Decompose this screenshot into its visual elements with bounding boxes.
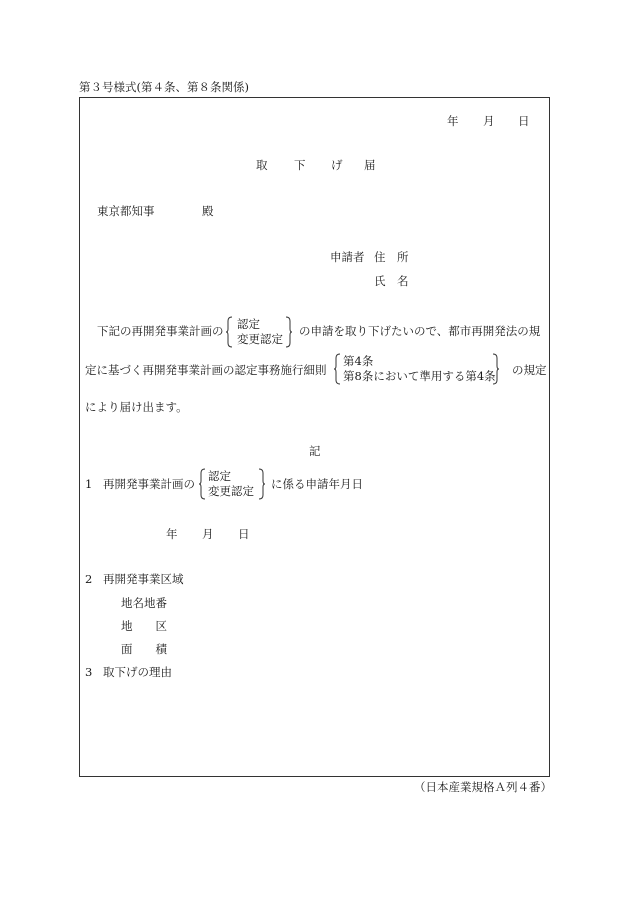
date-year: 年 [447,114,459,128]
item2-number: 2 [85,572,93,586]
brace2-option-1: 第4条 [343,354,374,368]
item1-date-year: 年 [166,527,178,541]
title-char-3: げ [331,158,343,172]
item2-label: 再開発事業区域 [103,572,184,586]
brace2-option-2: 第8条において準用する第4条 [343,369,496,383]
applicant-address-label: 住 所 [374,250,409,264]
item1-number: 1 [85,477,93,491]
date-month: 月 [483,114,495,128]
paper-size-note: （日本産業規格Ａ列４番） [414,780,552,794]
body-brace2 [334,353,504,385]
item1-brace [199,468,269,500]
brace1-option-2: 変更認定 [237,332,283,346]
date-day: 日 [518,114,530,128]
item2-sub-chimei: 地名地番 [121,596,167,610]
item1-date-month: 月 [202,527,214,541]
item3-number: 3 [85,665,93,679]
item1-date-day: 日 [238,527,250,541]
title-char-1: 取 [256,158,268,172]
body-line2-post: の規定 [512,363,547,377]
body-brace1 [226,316,296,348]
addressee-honorific: 殿 [202,204,214,218]
body-line1-pre: 下記の再開発事業計画の [97,324,224,338]
applicant-name-label: 氏 名 [374,274,409,288]
form-number-header: 第３号様式(第４条、第８条関係) [79,80,249,94]
item1-post: に係る申請年月日 [271,477,363,491]
item2-sub-menseki: 面 積 [121,642,167,656]
item2-sub-chiku: 地 区 [121,619,167,633]
item1-pre: 再開発事業計画の [103,477,195,491]
item1-brace-option-2: 変更認定 [208,484,254,498]
ki-heading: 記 [309,444,321,458]
item3-label: 取下げの理由 [103,665,172,679]
title-char-4: 届 [364,158,376,172]
addressee-name: 東京都知事 [97,204,155,218]
title-char-2: 下 [294,158,306,172]
item1-brace-option-1: 認定 [208,469,231,483]
brace1-option-1: 認定 [237,317,260,331]
body-line1-post: の申請を取り下げたいので、都市再開発法の規 [299,324,541,338]
body-line2-pre: 定に基づく再開発事業計画の認定事務施行細則 [85,363,327,377]
applicant-label: 申請者 [330,250,365,264]
body-line3: により届け出ます。 [85,400,188,414]
